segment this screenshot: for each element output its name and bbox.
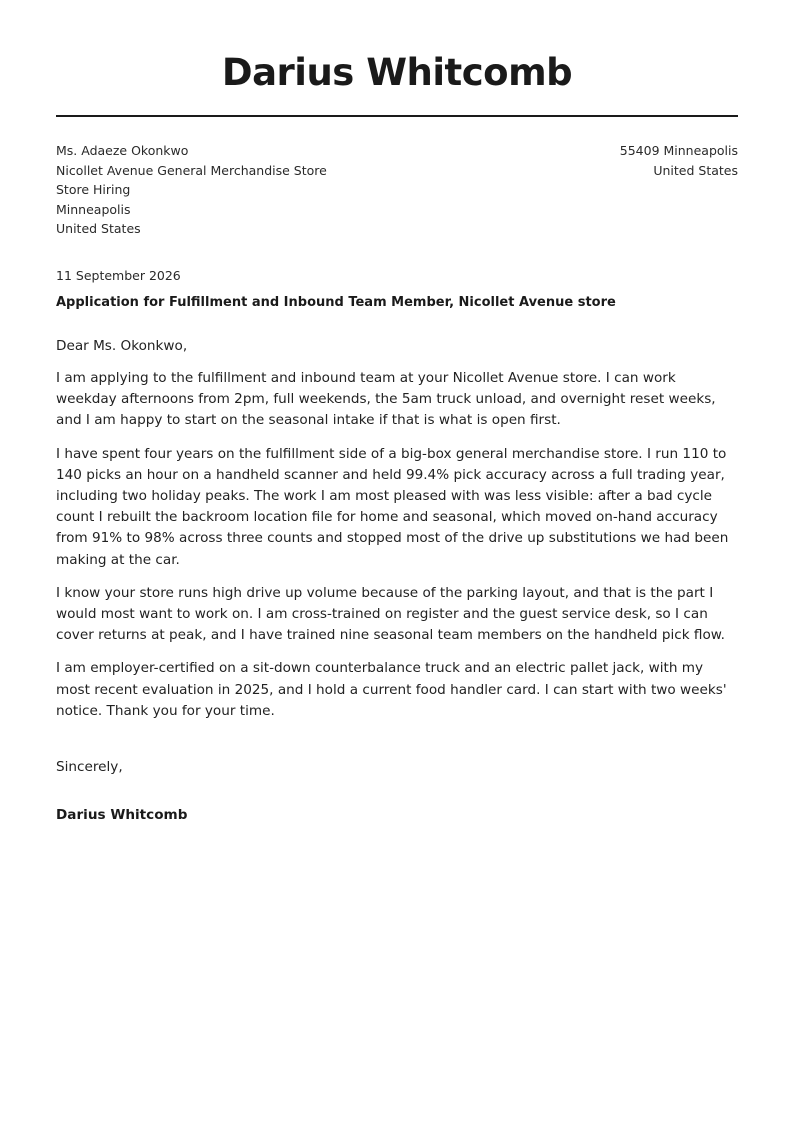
header-divider bbox=[56, 115, 738, 117]
body-paragraph: I know your store runs high drive up volume because of the parking layout, and that is the part I would most want to work on. I am cross-trained on register and the guest service desk, so I can cover returns at peak, and I have trained nine seasonal team members on the handheld pick flow. bbox=[56, 584, 726, 644]
recipient-address-block bbox=[56, 141, 456, 239]
signature-name: Darius Whitcomb bbox=[56, 807, 188, 823]
letter-subject: Application for Fulfillment and Inbound Team Member, Nicollet Avenue store bbox=[56, 295, 616, 310]
letter-closing: Sincerely, bbox=[56, 759, 123, 775]
recipient-company: Nicollet Avenue General Merchandise Store bbox=[56, 162, 327, 178]
body-paragraph: I am applying to the fulfillment and inbound team at your Nicollet Avenue store. I can work weekday afternoons from 2pm, full weekends, the 5am truck unload, and overnight reset weeks, and I am happy to start on the seasonal intake if that is what is open first. bbox=[56, 370, 716, 429]
body-paragraph: I am employer-certified on a sit-down counterbalance truck and an electric pallet jack, with my most recent evaluation in 2025, and I hold a current food handler card. I can start with two weeks' notice. Thank you for your time. bbox=[56, 660, 727, 719]
letter-greeting: Dear Ms. Okonkwo, bbox=[56, 338, 188, 354]
sender-address-block bbox=[438, 141, 738, 180]
sender-country: United States bbox=[653, 162, 738, 178]
recipient-city: Minneapolis bbox=[56, 201, 131, 217]
applicant-name-heading: Darius Whitcomb bbox=[221, 51, 573, 94]
letter-body bbox=[56, 368, 738, 734]
recipient-department: Store Hiring bbox=[56, 182, 131, 198]
letter-date: 11 September 2026 bbox=[56, 268, 181, 283]
recipient-name: Ms. Adaeze Okonkwo bbox=[56, 143, 189, 158]
sender-postal-city: 55409 Minneapolis bbox=[619, 143, 738, 158]
body-paragraph: I have spent four years on the fulfillment side of a big-box general merchandise store. I run 110 to 140 picks an hour on a handheld scanner and held 99.4% pick accuracy across a full trading year, including two holiday peaks. The work I am most pleased with was less visible: after a bad cycle count I rebuilt the backroom location file for home and seasonal, which moved on-hand accuracy from 91% to 98% across three counts and stopped most of the drive up substitutions we had been making at the car. bbox=[56, 445, 729, 568]
recipient-country: United States bbox=[56, 221, 141, 237]
